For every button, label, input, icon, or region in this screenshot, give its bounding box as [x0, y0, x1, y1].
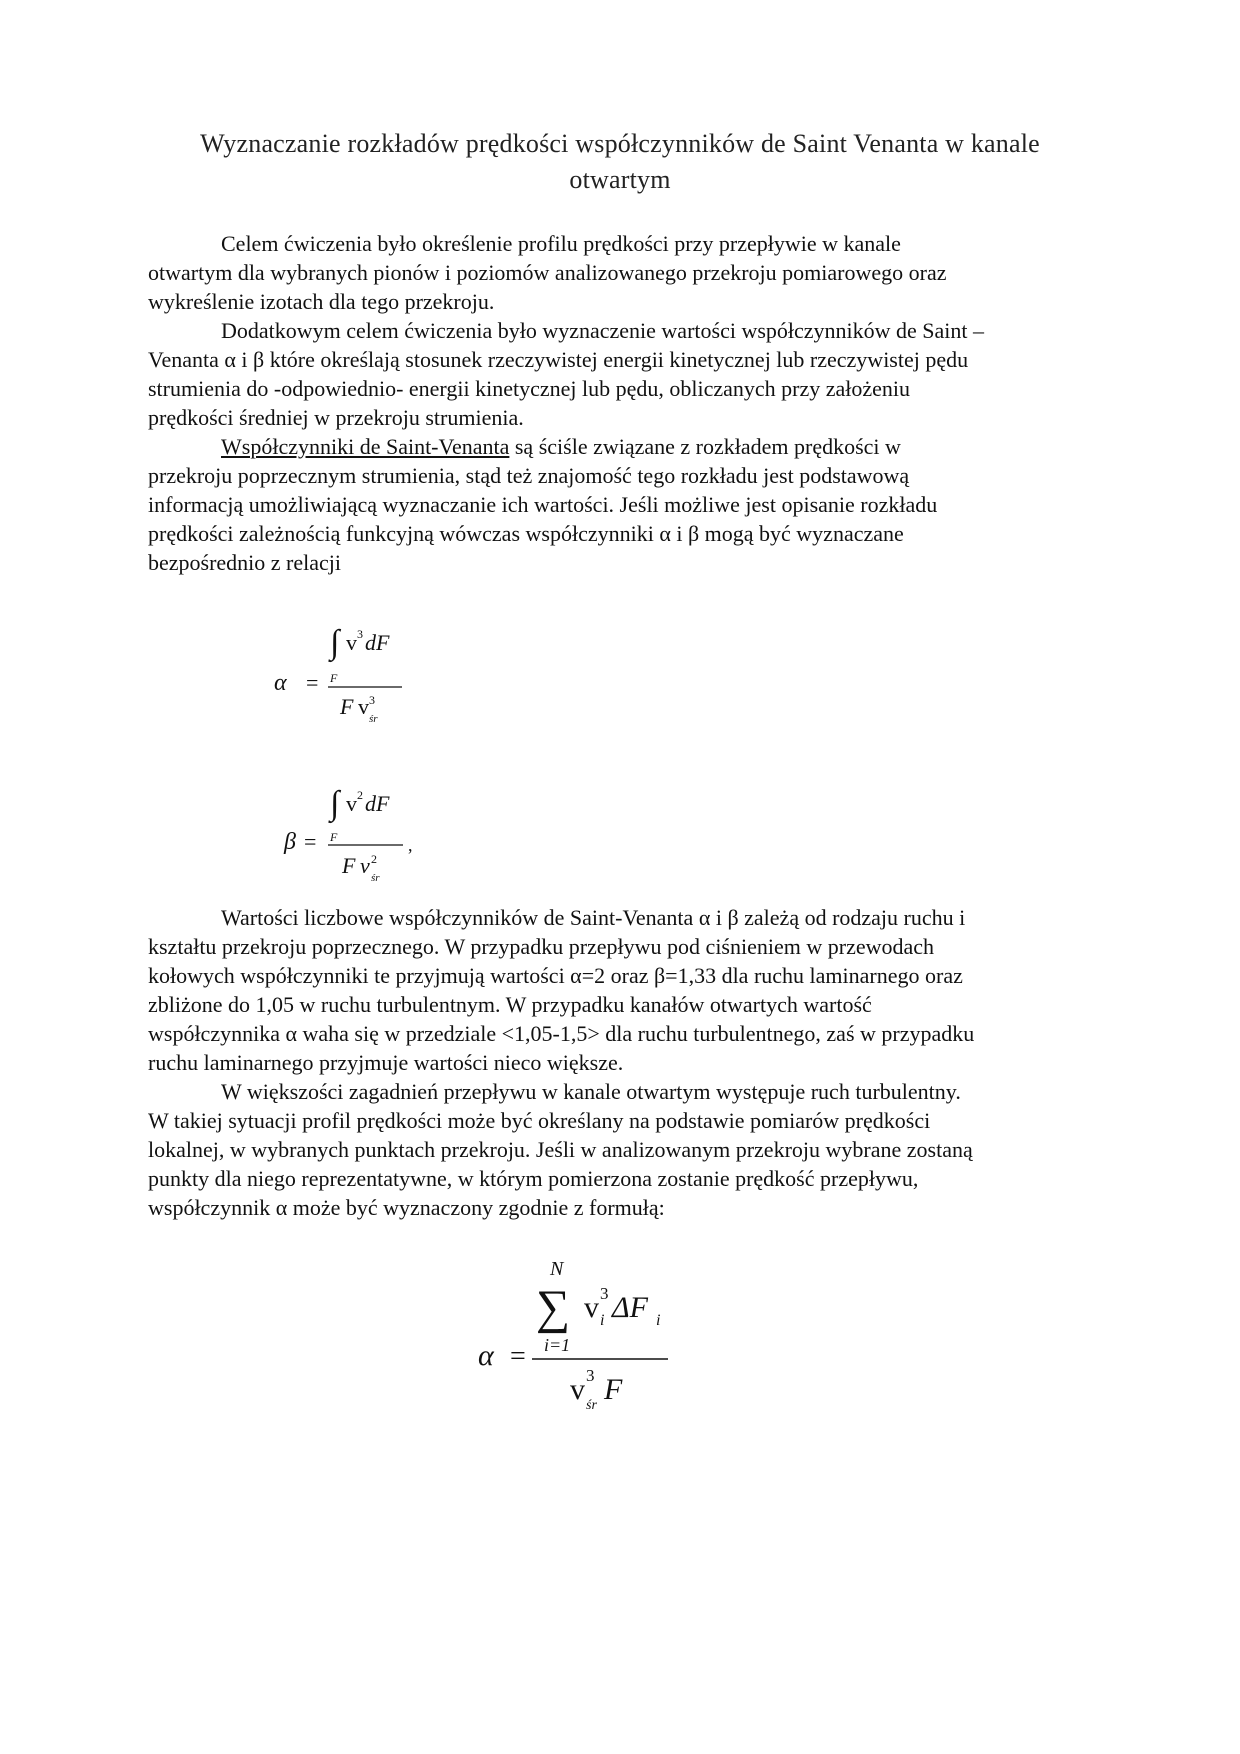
paragraph-line: prędkości zależnością funkcyjną wówczas współczynniki α i β mogą być wyznaczane	[148, 521, 904, 546]
paragraph-line: otwartym dla wybranych pionów i poziomów analizowanego przekroju pomiarowego oraz	[148, 260, 947, 285]
numerator-delta-subscript: i	[656, 1312, 661, 1329]
numerator-v: v	[584, 1291, 599, 1324]
equals-sign: =	[304, 829, 317, 854]
denominator-subscript: śr	[371, 872, 380, 884]
formula-beta-integral	[278, 781, 438, 891]
denominator-subscript: śr	[586, 1398, 597, 1413]
denominator-exponent: 2	[371, 852, 377, 866]
paragraph-line: bezpośrednio z relacji	[148, 550, 342, 575]
title-line-1: Wyznaczanie rozkładów prędkości współczynników de Saint Venanta w kanale	[200, 129, 1040, 158]
denominator-F: F	[340, 694, 354, 719]
paragraph-line: kołowych współczynniki te przyjmują wartości α=2 oraz β=1,33 dla ruchu laminarnego oraz	[148, 963, 963, 988]
integral-subscript: F	[330, 671, 338, 685]
sum-upper-limit: N	[550, 1258, 564, 1280]
equals-sign: =	[510, 1341, 526, 1372]
integral-sign: ∫	[330, 785, 340, 822]
denominator-v: v	[360, 853, 370, 878]
saint-venant-link[interactable]: Współczynniki de Saint-Venanta	[221, 434, 510, 459]
numerator-exponent: 3	[600, 1284, 609, 1303]
denominator-exponent: 3	[586, 1366, 595, 1385]
paragraph-line: współczynnik α może być wyznaczony zgodnie z formułą:	[148, 1195, 665, 1220]
paragraph-text: są ściśle związane z rozkładem prędkości w	[509, 434, 901, 459]
sigma-sign: ∑	[536, 1281, 571, 1334]
integral-subscript: F	[330, 830, 338, 844]
paragraph-line: współczynnika α waha się w przedziale <1,05-1,5> dla ruchu turbulentnego, zaś w przypadku	[148, 1021, 975, 1046]
denominator-subscript: śr	[369, 713, 378, 725]
paragraph-line: informacją umożliwiającą wyznaczanie ich wartości. Jeśli możliwe jest opisanie rozkładu	[148, 492, 938, 517]
numerator-delta-F: ΔF	[612, 1291, 648, 1324]
paragraph-line: Dodatkowym celem ćwiczenia było wyznaczenie wartości współczynników de Saint –	[221, 318, 985, 343]
paragraph-line: lokalnej, w wybranych punktach przekroju. Jeśli w analizowanym przekroju wybrane zostaną	[148, 1137, 973, 1162]
beta-symbol: β	[284, 829, 296, 855]
paragraph-line: W takiej sytuacji profil prędkości może być określany na podstawie pomiarów prędkości	[148, 1108, 931, 1133]
integrand-dF: dF	[365, 630, 390, 655]
equals-sign: =	[306, 670, 319, 695]
denominator-v: v	[570, 1373, 585, 1406]
integrand-dF: dF	[365, 791, 390, 816]
formula-alpha-integral	[270, 620, 430, 730]
trailing-comma: ,	[408, 835, 413, 855]
paragraph-line: Celem ćwiczenia było określenie profilu prędkości przy przepływie w kanale	[221, 231, 901, 256]
integrand-exponent: 3	[357, 627, 363, 641]
alpha-symbol: α	[274, 670, 287, 696]
numerator-subscript: i	[600, 1312, 605, 1329]
text-block-intro	[148, 229, 1098, 577]
paragraph-line: strumienia do -odpowiednio- energii kinetycznej lub pędu, obliczanych przy założeniu	[148, 376, 911, 401]
denominator-exponent: 3	[369, 693, 375, 707]
paragraph-line: kształtu przekroju poprzecznego. W przypadku przepływu pod ciśnieniem w przewodach	[148, 934, 935, 959]
paragraph-line: ruchu laminarnego przyjmuje wartości nieco większe.	[148, 1050, 624, 1075]
formula-alpha-sum	[474, 1255, 694, 1415]
text-block-values	[148, 903, 1098, 1222]
denominator-F: F	[604, 1373, 623, 1406]
paragraph-line: Venanta α i β które określają stosunek rzeczywistej energii kinetycznej lub rzeczywistej pędu	[148, 347, 969, 372]
integrand-exponent: 2	[357, 788, 363, 802]
sum-lower-limit: i=1	[544, 1335, 571, 1355]
paragraph-line: punkty dla niego reprezentatywne, w którym pomierzona zostanie prędkość przepływu,	[148, 1166, 919, 1191]
paragraph-line: W większości zagadnień przepływu w kanale otwartym występuje ruch turbulentny.	[221, 1079, 961, 1104]
denominator-F: F	[342, 853, 356, 878]
denominator-v: v	[358, 694, 369, 719]
alpha-symbol: α	[478, 1339, 494, 1372]
paragraph-line: zbliżone do 1,05 w ruchu turbulentnym. W przypadku kanałów otwartych wartość	[148, 992, 872, 1017]
paragraph-line: przekroju poprzecznym strumienia, stąd też znajomość tego rozkładu jest podstawową	[148, 463, 910, 488]
paragraph-line: Wartości liczbowe współczynników de Saint-Venanta α i β zależą od rodzaju ruchu i	[221, 905, 966, 930]
integrand-v: v	[346, 791, 357, 816]
paragraph-line: wykreślenie izotach dla tego przekroju.	[148, 289, 495, 314]
integral-sign: ∫	[330, 624, 340, 661]
paragraph-line	[148, 432, 1098, 461]
integrand-v: v	[346, 630, 357, 655]
title-line-2: otwartym	[569, 165, 671, 194]
paragraph-line: prędkości średniej w przekroju strumienia.	[148, 405, 524, 430]
document-title	[140, 126, 1100, 198]
